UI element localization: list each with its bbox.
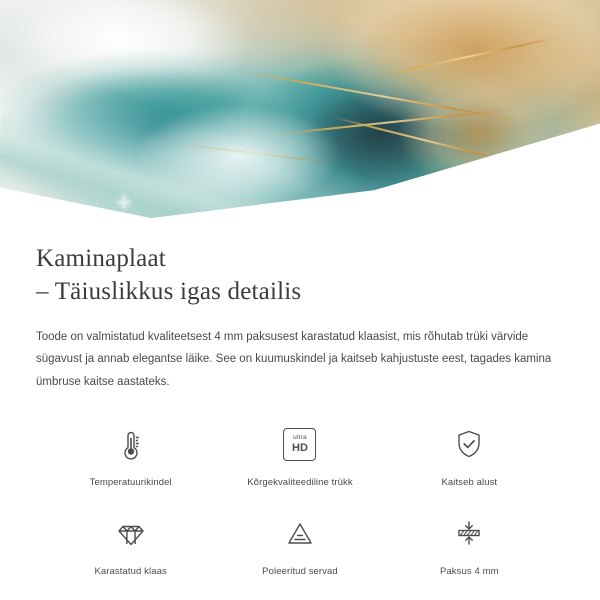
ultra-hd-icon	[277, 421, 323, 467]
glass-plate-artwork	[0, 0, 600, 218]
feature-label: Karastatud klaas	[94, 566, 167, 578]
title-line-2: – Täiuslikkus igas detailis	[36, 278, 302, 305]
feature-grid	[36, 421, 564, 577]
title-line-1: Kaminaplaat	[36, 245, 166, 272]
ultra-hd-badge-top: ultra	[293, 434, 307, 442]
sparkle-icon	[492, 162, 526, 196]
diamond-icon	[108, 510, 154, 556]
feature-label: Paksus 4 mm	[439, 566, 499, 578]
feature-label: Poleeritud servad	[262, 566, 338, 578]
feature-item-print-quality	[215, 421, 384, 488]
feature-label: Temperatuurikindel	[89, 477, 172, 489]
thickness-icon	[446, 510, 492, 556]
feature-item-temperature	[46, 421, 215, 488]
product-description: Toode on valmistatud kvaliteetsest 4 mm paksusest karastatud klaasist, mis rõhutab trüki värvide sügavust ja annab elegantse läike. See on kuumuskindel ja kaitseb kahjustuste eest, tagades kamina ümbruse kaitse aastateks.	[36, 331, 552, 388]
feature-item-thickness	[385, 510, 554, 577]
ink-gold-blob-lower-right	[374, 56, 585, 209]
hero-image	[0, 0, 600, 218]
page-title	[36, 242, 564, 308]
feature-label: Kaitseb alust	[441, 477, 498, 489]
feature-item-surface-protection	[385, 421, 554, 488]
feature-label: Kõrgekvaliteediline trükk	[247, 477, 353, 489]
thermometer-icon	[108, 421, 154, 467]
feature-item-tempered-glass	[46, 510, 215, 577]
shield-check-icon	[446, 421, 492, 467]
feature-item-polished-edges	[215, 510, 384, 577]
polished-edges-icon	[277, 510, 323, 556]
ultra-hd-badge-bottom: HD	[292, 441, 308, 454]
content-section	[0, 242, 600, 577]
sparkle-icon	[548, 140, 564, 156]
